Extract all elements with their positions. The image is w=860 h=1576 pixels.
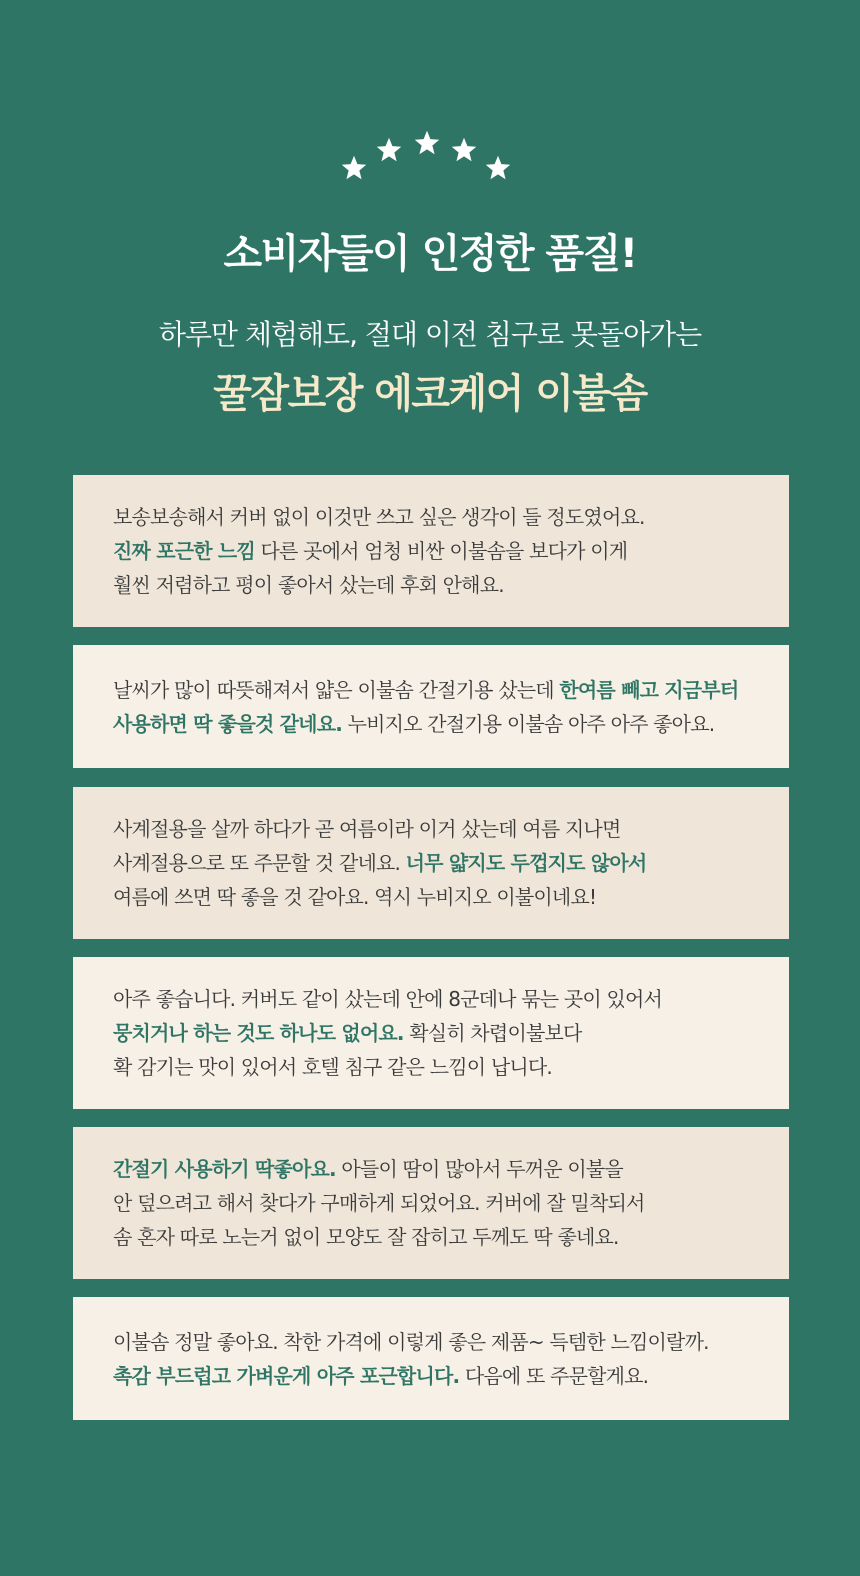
review-text: 훨씬 저렴하고 평이 좋아서 샀는데 후회 안해요. <box>113 573 504 597</box>
product-highlight-title: 꿀잠보장 에코케어 이불솜 <box>213 371 647 417</box>
review-line <box>113 568 789 602</box>
review-highlight-text: 너무 얇지도 두껍지도 않아서 <box>405 851 647 875</box>
star-icon <box>340 154 368 182</box>
review-text: 여름에 쓰면 딱 좋을 것 같아요. 역시 누비지오 이불이네요! <box>113 885 597 909</box>
review-highlight-text: 간절기 사용하기 딱좋아요. <box>113 1157 336 1181</box>
review-line <box>113 1152 789 1186</box>
review-line <box>113 1050 789 1084</box>
review-line <box>113 982 789 1016</box>
review-line <box>113 880 789 914</box>
review-highlight-text: 한여름 빼고 지금부터 <box>559 677 739 702</box>
review-text: 아주 좋습니다. 커버도 같이 샀는데 안에 8군데나 묶는 곳이 있어서 <box>113 987 663 1011</box>
review-card <box>73 645 789 768</box>
review-line <box>113 1359 789 1393</box>
review-line <box>113 500 789 534</box>
page-subtitle: 하루만 체험해도, 절대 이전 침구로 못돌아가는 <box>158 318 702 351</box>
review-line <box>113 812 789 846</box>
review-text: 확실히 차렵이불보다 <box>403 1021 582 1045</box>
review-text: 날씨가 많이 따뜻해져서 얇은 이불솜 간절기용 샀는데 <box>113 677 560 702</box>
review-text: 다른 곳에서 엄청 비싼 이불솜을 보다가 이게 <box>254 539 628 563</box>
review-card <box>73 957 789 1109</box>
review-line <box>113 1186 789 1220</box>
review-highlight-text: 진짜 포근한 느낌 <box>113 539 255 563</box>
review-card <box>73 787 789 939</box>
review-line <box>113 1220 789 1254</box>
rating-stars <box>0 120 860 190</box>
review-text: 사계절용을 살까 하다가 곧 여름이라 이거 샀는데 여름 지나면 <box>113 817 621 841</box>
review-text: 사계절용으로 또 주문할 것 같네요. <box>113 851 406 875</box>
review-highlight-text: 촉감 부드럽고 가벼운게 아주 포근합니다. <box>113 1363 460 1388</box>
review-text: 확 감기는 맛이 있어서 호텔 침구 같은 느낌이 납니다. <box>113 1055 552 1079</box>
review-card <box>73 1127 789 1279</box>
star-icon <box>450 136 478 164</box>
review-line <box>113 673 789 707</box>
review-highlight-text: 사용하면 딱 좋을것 같네요. <box>113 711 343 736</box>
review-card <box>73 1297 789 1420</box>
page-title: 소비자들이 인정한 품질! <box>223 231 637 277</box>
review-line <box>113 1016 789 1050</box>
review-line <box>113 846 789 880</box>
review-card <box>73 475 789 627</box>
review-text: 누비지오 간절기용 이불솜 아주 아주 좋아요. <box>342 711 715 736</box>
review-line <box>113 1325 789 1359</box>
review-text: 다음에 또 주문할게요. <box>459 1363 649 1388</box>
star-icon <box>375 136 403 164</box>
star-icon <box>484 154 512 182</box>
review-line <box>113 534 789 568</box>
star-icon <box>413 129 441 157</box>
review-highlight-text: 뭉치거나 하는 것도 하나도 없어요. <box>113 1021 404 1045</box>
review-text: 아들이 땀이 많아서 두꺼운 이불을 <box>335 1157 623 1181</box>
review-text: 안 덮으려고 해서 찾다가 구매하게 되었어요. 커버에 잘 밀착되서 <box>113 1191 645 1215</box>
review-text: 솜 혼자 따로 노는거 없이 모양도 잘 잡히고 두께도 딱 좋네요. <box>113 1225 619 1249</box>
review-text: 보송보송해서 커버 없이 이것만 쓰고 싶은 생각이 들 정도였어요. <box>113 505 645 529</box>
review-text: 이불솜 정말 좋아요. 착한 가격에 이렇게 좋은 제품~ 득템한 느낌이랄까. <box>113 1329 709 1354</box>
review-line <box>113 707 789 741</box>
